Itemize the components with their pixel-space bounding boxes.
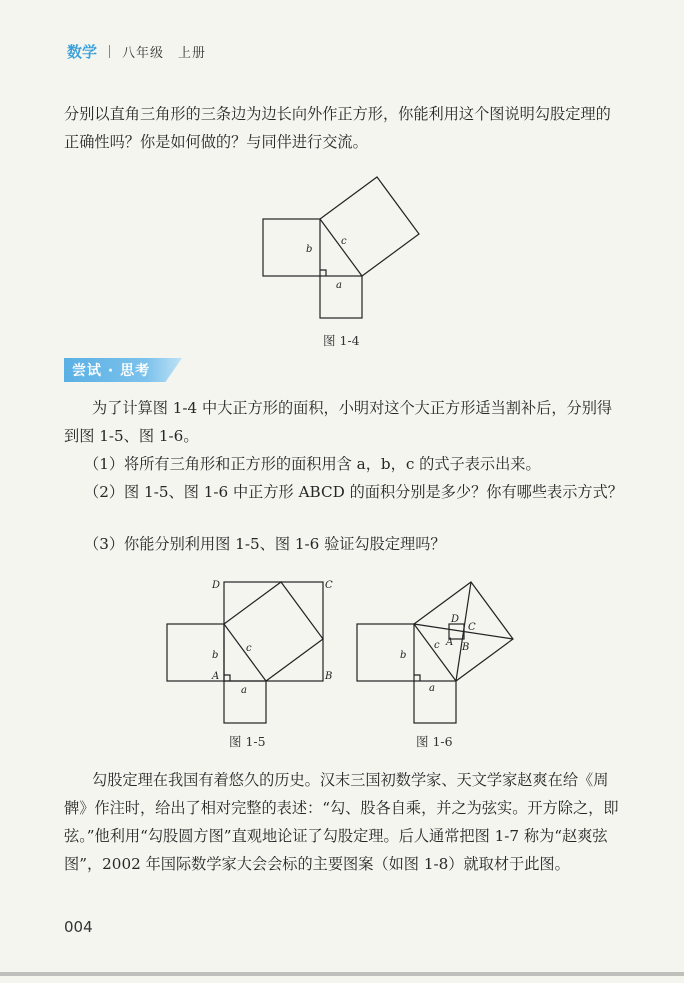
label-c: c <box>341 236 347 247</box>
label-A: A <box>212 671 220 682</box>
question-1: （1）将所有三角形和正方形的面积用含 a，b，c 的式子表示出来。 <box>84 455 541 473</box>
right-angle-mark <box>224 675 230 681</box>
right-angle-mark <box>414 675 420 681</box>
intro-paragraph: 分别以直角三角形的三条边为边长向外作正方形，你能利用这个图说明勾股定理的正确性吗？你是如何做的？与同伴进行交流。 <box>64 105 611 151</box>
caption-1-5: 图 1-5 <box>229 734 266 749</box>
page-number: 004 <box>64 918 93 936</box>
header-subject: 数学 <box>67 42 98 61</box>
label-b: b <box>212 650 219 661</box>
figure-1-4 <box>255 172 425 322</box>
caption-1-6: 图 1-6 <box>416 734 453 749</box>
label-C: C <box>325 580 333 591</box>
figure-1-6 <box>350 574 520 726</box>
label-B: B <box>462 642 470 653</box>
label-a: a <box>429 683 435 694</box>
label-A: A <box>446 637 454 648</box>
history-paragraph: 勾股定理在我国有着悠久的历史。汉末三国初数学家、天文学家赵爽在给《周髀》作注时，给出了相对完整的表述：“勾、股各自乘，并之为弦实。开方除之，即弦。”他利用“勾股圆方图”直观地论证了勾股定理。后人通常把图 1-7 称为“赵爽弦图”，2002 年国际数学家大会会标的主要图案（如图 1-8）就取材于此图。 <box>64 771 619 873</box>
page-header <box>67 40 206 62</box>
figure-1-5 <box>160 574 340 726</box>
bottom-edge <box>0 972 684 976</box>
section-tag-label: 尝试 · 思考 <box>72 363 151 379</box>
label-D: D <box>212 580 221 591</box>
label-B: B <box>325 671 333 682</box>
section-tag <box>64 358 182 382</box>
question-3: （3）你能分别利用图 1-5、图 1-6 验证勾股定理吗？ <box>84 535 446 553</box>
label-b: b <box>400 650 407 661</box>
caption-1-4: 图 1-4 <box>323 333 360 348</box>
square-c <box>224 582 323 681</box>
header-divider <box>109 45 110 58</box>
label-a: a <box>241 685 247 696</box>
right-angle-mark <box>320 270 326 276</box>
header-grade: 八年级 上册 <box>122 45 207 61</box>
label-c: c <box>434 640 440 651</box>
try-intro-paragraph: 为了计算图 1-4 中大正方形的面积，小明对这个大正方形适当割补后，分别得到图 1-5、图 1-6。 <box>64 399 613 445</box>
label-a: a <box>336 280 342 291</box>
label-C: C <box>468 622 476 633</box>
question-2: （2）图 1-5、图 1-6 中正方形 ABCD 的面积分别是多少？你有哪些表示方式？ <box>84 483 623 501</box>
square-abcd <box>224 582 323 681</box>
label-D: D <box>451 614 460 625</box>
square-a <box>414 681 456 723</box>
square-c <box>320 177 419 276</box>
label-c: c <box>246 643 252 654</box>
label-b: b <box>306 244 313 255</box>
